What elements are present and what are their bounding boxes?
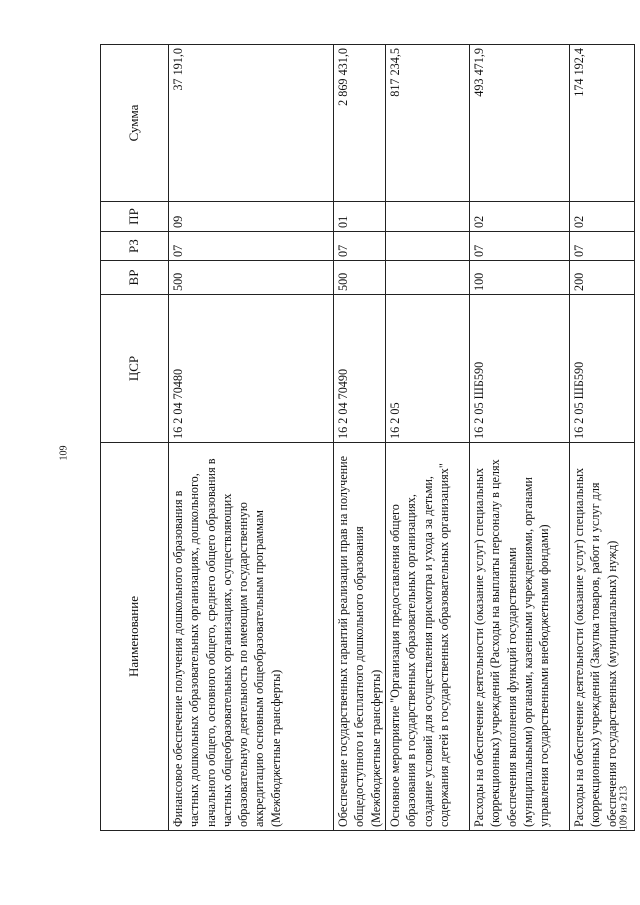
cell-rz: 07 — [169, 232, 334, 261]
cell-rz: 07 — [570, 232, 635, 261]
rotated-page-content — [100, 45, 619, 831]
cell-rz: 07 — [470, 232, 570, 261]
table-row — [386, 45, 470, 831]
cell-name: Финансовое обеспечение получения дошкольного образования в частных дошкольных образовательных организациях, дошкольного, начального общего, основного общего, среднего общего образования в частных общеобразовательных организациях, осуществляющих образовательную деятельность по имеющим государственную аккредитацию основным общеобразовательным программам (Межбюджетные трансферты) — [169, 443, 334, 831]
cell-pr — [386, 202, 470, 232]
cell-sum: 493 471,9 — [470, 45, 570, 202]
cell-sum: 174 192,4 — [570, 45, 635, 202]
cell-pr: 01 — [334, 202, 386, 232]
table-row — [470, 45, 570, 831]
header-csr: ЦСР — [101, 295, 169, 443]
header-name: Наименование — [101, 443, 169, 831]
cell-vr — [386, 261, 470, 295]
cell-csr: 16 2 04 70490 — [334, 295, 386, 443]
cell-name: Обеспечение государственных гарантий реализации прав на получение общедоступного и бесплатного дошкольного образования (Межбюджетные трансферты) — [334, 443, 386, 831]
cell-csr: 16 2 05 — [386, 295, 470, 443]
cell-name: Расходы на обеспечение деятельности (оказание услуг) специальных (коррекционных) учреждений (Закупка товаров, работ и услуг для обеспечения государственных (муниципальных) нужд) — [570, 443, 635, 831]
page-footer: 109 из 213 — [618, 785, 630, 831]
header-pr: ПР — [101, 202, 169, 232]
budget-table — [100, 44, 635, 831]
cell-vr: 100 — [470, 261, 570, 295]
cell-name: Расходы на обеспечение деятельности (оказание услуг) специальных (коррекционных) учреждений (Расходы на выплаты персоналу в целях обеспечения выполнения функций государственными (муниципальными) органами, казенными учреждениями, органами управления государственными внебюджетными фондами) — [470, 443, 570, 831]
header-rz: РЗ — [101, 232, 169, 261]
table-row — [334, 45, 386, 831]
cell-csr: 16 2 05 ШБ590 — [470, 295, 570, 443]
cell-sum: 817 234,5 — [386, 45, 470, 202]
cell-sum: 2 869 431,0 — [334, 45, 386, 202]
cell-csr: 16 2 04 70480 — [169, 295, 334, 443]
cell-vr: 200 — [570, 261, 635, 295]
cell-vr: 500 — [334, 261, 386, 295]
cell-pr: 02 — [470, 202, 570, 232]
header-sum: Сумма — [101, 45, 169, 202]
table-header-row — [101, 45, 169, 831]
cell-rz: 07 — [334, 232, 386, 261]
header-vr: ВР — [101, 261, 169, 295]
cell-rz — [386, 232, 470, 261]
page-number: 109 — [58, 445, 70, 461]
cell-pr: 02 — [570, 202, 635, 232]
budget-table-sheet — [100, 45, 619, 831]
table-row — [570, 45, 635, 831]
cell-sum: 37 191,0 — [169, 45, 334, 202]
table-row — [169, 45, 334, 831]
cell-csr: 16 2 05 ШБ590 — [570, 295, 635, 443]
cell-name: Основное мероприятие "Организация предоставления общего образования в государственных образовательных организациях, создание условий для осуществления присмотра и ухода за детьми, содержания детей в государственных образовательных организациях" — [386, 443, 470, 831]
cell-pr: 09 — [169, 202, 334, 232]
cell-vr: 500 — [169, 261, 334, 295]
